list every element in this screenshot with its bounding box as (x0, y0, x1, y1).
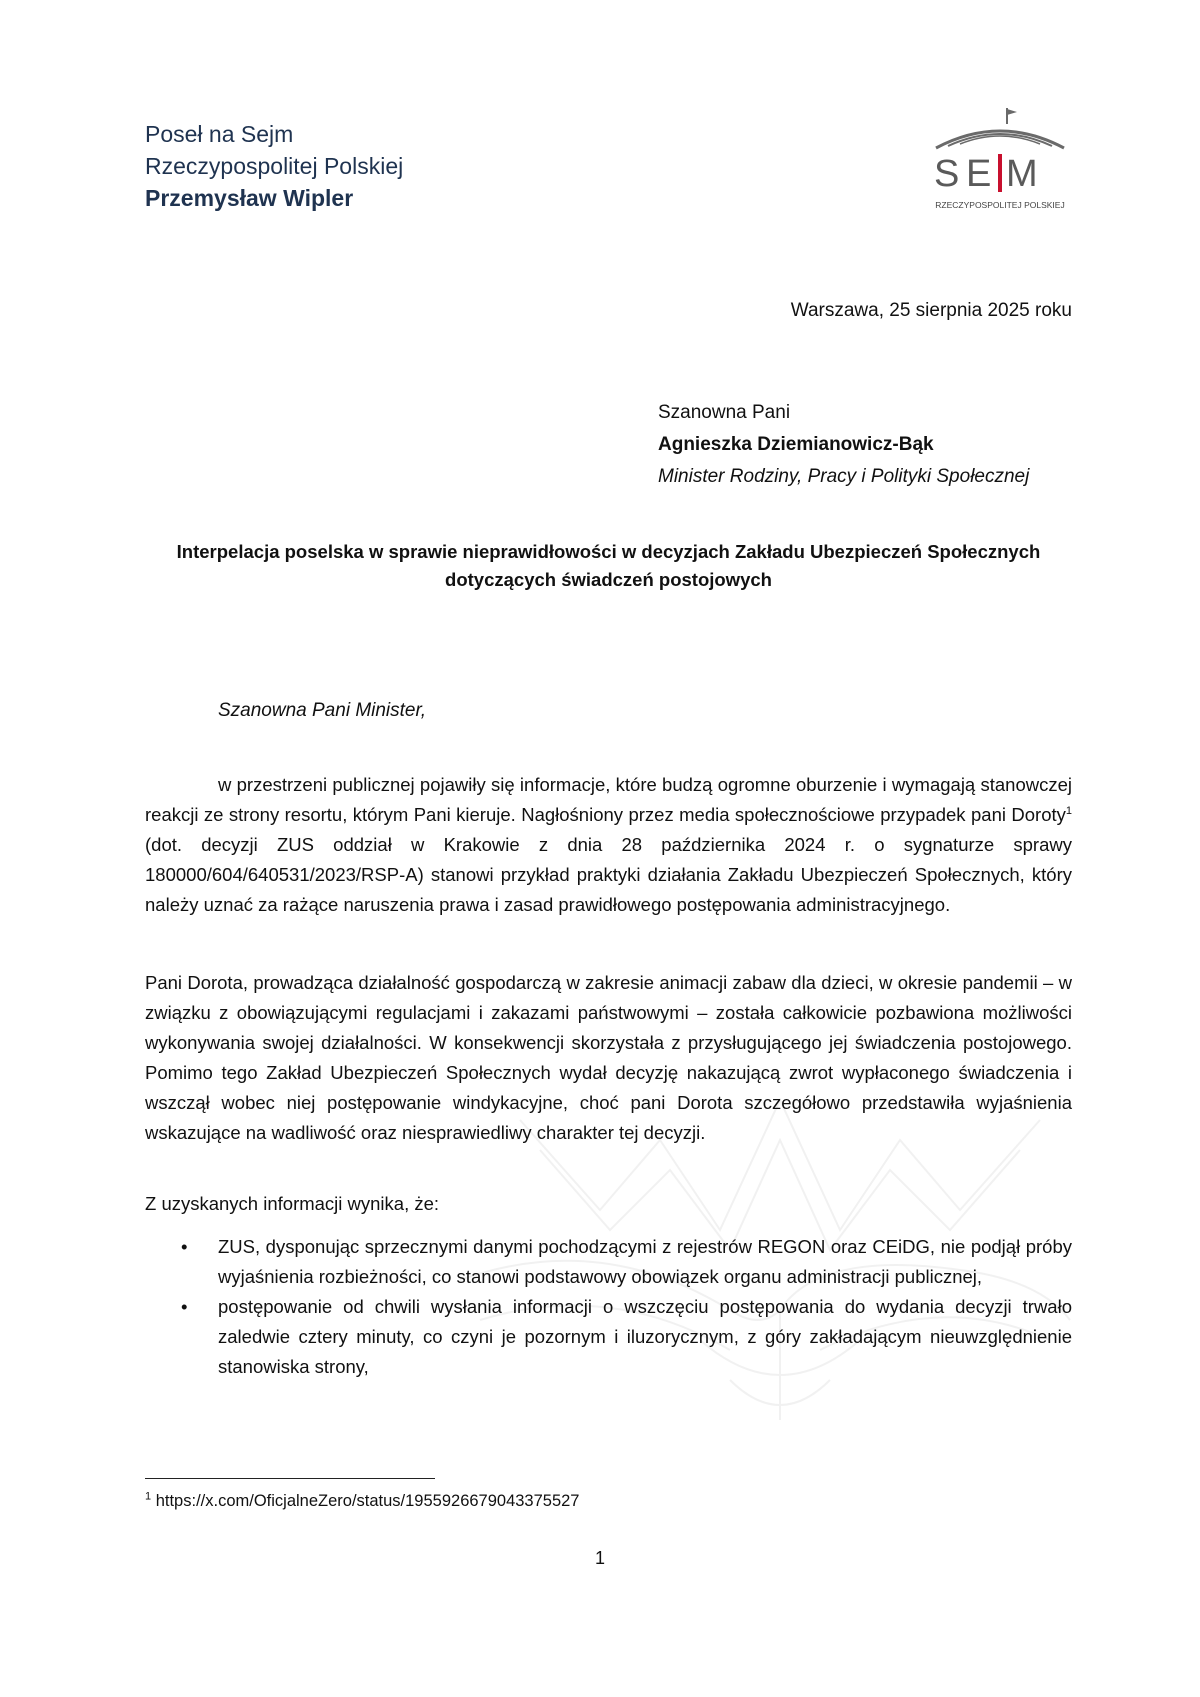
list-item-text: postępowanie od chwili wysłania informacji o wszczęciu postępowania do wydania decyzji trwało zaledwie cztery minuty, co czyni je pozornym i iluzorycznym, z góry zakładającym nieuwzględnienie stanowiska strony, (218, 1296, 1072, 1377)
footnote (145, 1492, 580, 1511)
bullet-icon: • (181, 1236, 188, 1257)
sender-line-2: Rzeczypospolitej Polskiej (145, 153, 404, 179)
addressee-greeting: Szanowna Pani (658, 402, 791, 423)
findings-list (145, 1232, 1072, 1382)
salutation: Szanowna Pani Minister, (218, 700, 427, 721)
svg-text:M: M (1006, 153, 1038, 195)
title-line-2: dotyczących świadczeń postojowych (445, 569, 772, 590)
sender-name: Przemysław Wipler (145, 185, 354, 211)
title-line-1: Interpelacja poselska w sprawie nieprawidłowości w decyzjach Zakładu Ubezpieczeń Społecznych (176, 541, 1041, 562)
addressee-block (658, 397, 1029, 493)
sejm-logo (930, 108, 1070, 218)
addressee-role: Minister Rodziny, Pracy i Polityki Społecznej (658, 466, 1030, 487)
paragraph-3: Z uzyskanych informacji wynika, że: (145, 1193, 440, 1214)
addressee-name: Agnieszka Dziemianowicz-Bąk (658, 434, 934, 455)
sender-line-1: Poseł na Sejm (145, 121, 294, 147)
paragraph-1-part-2: (dot. decyzji ZUS oddział w Krakowie z dnia 28 października 2024 r. o sygnaturze sprawy 180000/604/640531/2023/RSP-A) stanowi przykład praktyki działania Zakładu Ubezpieczeń Społecznych, który należy uznać za rażące naruszenia prawa i zasad prawidłowego postępowania administracyjnego. (145, 834, 1072, 915)
list-item (145, 1232, 1072, 1292)
sender-header (145, 118, 403, 214)
list-item (145, 1292, 1072, 1382)
paragraph-2: Pani Dorota, prowadząca działalność gospodarczą w zakresie animacji zabaw dla dzieci, w okresie pandemii – w związku z obowiązującymi regulacjami i zakazami państwowymi – została całkowicie pozbawiona możliwości wykonywania swojej działalności. W konsekwencji skorzystała z przysługującego jej świadczenia postojowego. Pomimo tego Zakład Ubezpieczeń Społecznych wydał decyzję nakazującą zwrot wypłaconego świadczenia i wszczął wobec niej postępowanie windykacyjne, choć pani Dorota szczegółowo przedstawiła wyjaśnienia wskazujące na wadliwość oraz niesprawiedliwy charakter tej decyzji. (145, 972, 1072, 1143)
footnote-reference: 1 (1065, 804, 1072, 817)
bullet-icon: • (181, 1296, 188, 1317)
svg-text:E: E (966, 153, 992, 195)
footnote-link[interactable]: https://x.com/OficjalneZero/status/1955926679043375527 (151, 1492, 580, 1510)
document-title (145, 538, 1072, 594)
date-line: Warszawa, 25 sierpnia 2025 roku (790, 300, 1072, 321)
list-item-text: ZUS, dysponując sprzecznymi danymi pochodzącymi z rejestrów REGON oraz CEiDG, nie podjął próby wyjaśnienia rozbieżności, co stanowi podstawowy obowiązek organu administracji publicznej, (218, 1236, 1072, 1287)
footnote-number: 1 (145, 1490, 152, 1503)
paragraph-1-part-1: w przestrzeni publicznej pojawiły się informacje, które budzą ogromne oburzenie i wymagają stanowczej reakcji ze strony resortu, którym Pani kieruje. Nagłośniony przez media społecznościowe przypadek pani Doroty (145, 774, 1072, 825)
paragraph-1 (145, 770, 1072, 920)
logo-caption: RZECZYPOSPOLITEJ POLSKIEJ (935, 200, 1065, 210)
page-number: 1 (594, 1548, 605, 1568)
footnote-divider (145, 1478, 435, 1479)
svg-text:S: S (934, 153, 966, 195)
